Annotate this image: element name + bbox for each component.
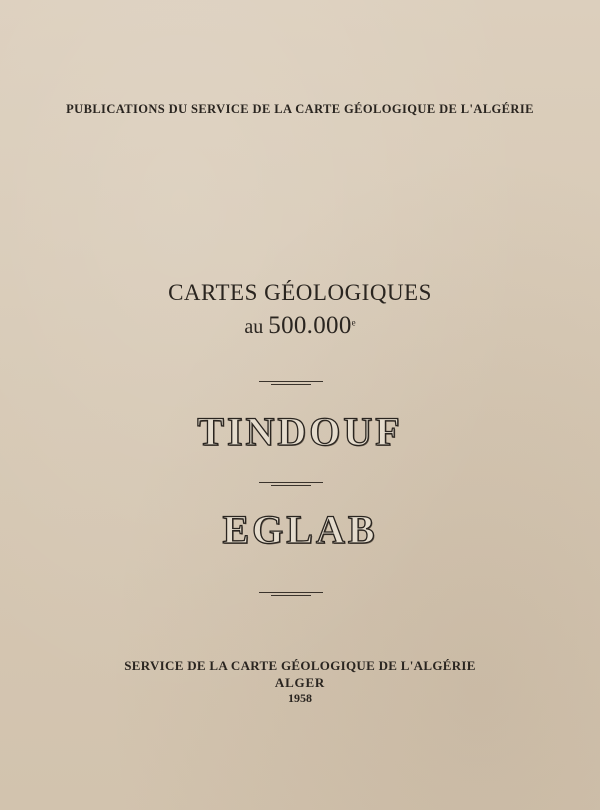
place-name-tindouf: TINDOUF [197, 409, 403, 454]
map-scale [0, 312, 600, 340]
publication-city: ALGER [274, 675, 326, 690]
decorative-rule [259, 592, 323, 597]
scale-suffix: e [351, 317, 356, 328]
document-title: CARTES GÉOLOGIQUES [168, 280, 432, 305]
publisher-series: PUBLICATIONS DU SERVICE DE LA CARTE GÉOLOGIQUE DE L'ALGÉRIE [66, 102, 534, 116]
scale-prefix: au [244, 316, 264, 338]
issuer-name: SERVICE DE LA CARTE GÉOLOGIQUE DE L'ALGÉRIE [124, 658, 476, 673]
decorative-rule [259, 381, 323, 386]
decorative-rule [259, 482, 323, 487]
scale-value: 500.000 [268, 312, 352, 339]
publication-year: 1958 [288, 691, 312, 705]
place-name-eglab: EGLAB [222, 507, 378, 552]
